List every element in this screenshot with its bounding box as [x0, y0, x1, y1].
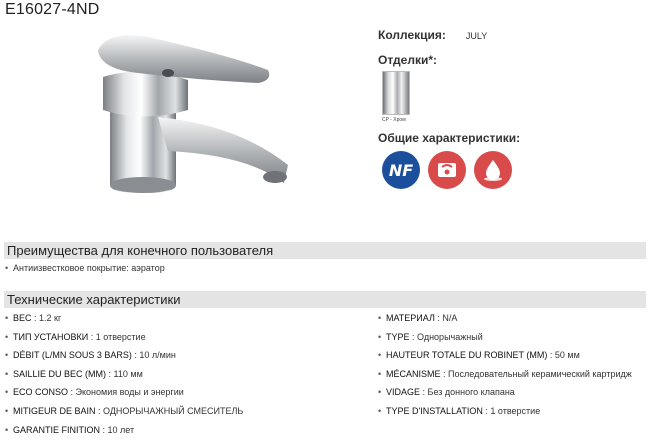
water-drop-glyph — [480, 157, 506, 183]
spec-value: : Без донного клапана — [422, 387, 515, 398]
spec-key: HAUTEUR TOTALE DU ROBINET (MM) — [386, 350, 548, 361]
nf-certification-icon — [382, 151, 420, 189]
spec-key: MITIGEUR DE BAIN — [13, 405, 96, 416]
certification-badges — [382, 151, 638, 189]
faucet-product-image — [88, 25, 293, 195]
collection-row — [378, 28, 638, 42]
spec-key: ECO CONSO — [13, 387, 69, 398]
spec-value: : 10 лет — [102, 424, 135, 435]
finish-caption: CP - Хром — [382, 117, 406, 123]
spec-row: • VIDAGE : Без донного клапана — [378, 387, 515, 398]
benefit-text: Антиизвестковое покрытие: аэратор — [13, 263, 165, 273]
benefit-item — [5, 263, 165, 273]
water-saving-icon — [474, 151, 512, 189]
spec-row: • SAILLIE DU BEC (MM) : 110 мм — [5, 368, 143, 379]
product-info-panel — [378, 28, 638, 189]
spec-value: : 50 мм — [549, 350, 580, 361]
spec-row: • МАТЕРИАЛ : N/A — [378, 313, 458, 323]
temperature-limiter-glyph — [434, 157, 460, 183]
spec-key: MÉCANISME — [386, 368, 441, 379]
spec-row: • ТИП УСТАНОВКИ : 1 отверстие — [5, 331, 146, 342]
spec-key: VIDAGE — [386, 387, 421, 398]
spec-key: МАТЕРИАЛ — [386, 313, 435, 323]
spec-row: • ECO CONSO : Экономия воды и энергии — [5, 387, 184, 398]
spec-key: TYPE D'INSTALLATION — [386, 405, 483, 416]
spec-value: : 1.2 кг — [34, 313, 62, 323]
spec-key: SAILLIE DU BEC (MM) — [13, 368, 107, 379]
collection-label: Коллекция: — [378, 28, 446, 42]
specs-heading: Технические характеристики — [4, 291, 646, 308]
spec-value: : 10 л/мин — [134, 350, 176, 361]
specs-left-column — [5, 312, 243, 442]
chrome-swatch — [382, 71, 410, 115]
bullet: • — [5, 263, 9, 273]
nf-badge-text: NF — [388, 160, 414, 180]
spec-value: : 110 мм — [108, 368, 143, 379]
spec-key: GARANTIE FINITION — [13, 424, 101, 435]
spec-value: : Экономия воды и энергии — [70, 387, 184, 398]
collection-value: JULY — [465, 31, 488, 41]
spec-row: • TYPE : Однорычажный — [378, 331, 483, 342]
spec-value: : Последовательный керамический картридж — [443, 368, 632, 379]
spec-value: : N/A — [437, 313, 458, 323]
product-code-title: E16027-4ND — [5, 1, 100, 18]
spec-row: • HAUTEUR TOTALE DU ROBINET (MM) : 50 мм — [378, 350, 580, 361]
spec-row: • TYPE D'INSTALLATION : 1 отверстие — [378, 405, 541, 416]
spec-key: DÉBIT (L/MN SOUS 3 BARS) — [13, 350, 132, 361]
specs-right-column — [378, 312, 632, 424]
finishes-label: Отделки*: — [378, 53, 438, 67]
spec-key: TYPE — [386, 331, 410, 342]
spec-row: • MITIGEUR DE BAIN : ОДНОРЫЧАЖНЫЙ СМЕСИТЕЛЬ — [5, 405, 244, 416]
spec-value: : ОДНОРЫЧАЖНЫЙ СМЕСИТЕЛЬ — [98, 405, 244, 416]
spec-row: • MÉCANISME : Последовательный керамический картридж — [378, 368, 632, 379]
general-characteristics-label: Общие характеристики: — [378, 131, 521, 145]
spec-key: ТИП УСТАНОВКИ — [13, 331, 89, 342]
spec-row: • DÉBIT (L/MN SOUS 3 BARS) : 10 л/мин — [5, 350, 176, 361]
spec-row: • GARANTIE FINITION : 10 лет — [5, 424, 135, 435]
spec-value: : Однорычажный — [412, 331, 483, 342]
finish-swatch-chrome — [382, 71, 416, 123]
spec-value: : 1 отверстие — [485, 405, 541, 416]
spec-value: : 1 отверстие — [90, 331, 146, 342]
spec-row: • ВЕС : 1.2 кг — [5, 313, 62, 323]
benefits-heading: Преимущества для конечного пользователя — [4, 242, 646, 259]
spec-key: ВЕС — [13, 313, 32, 323]
temperature-limiter-icon — [428, 151, 466, 189]
